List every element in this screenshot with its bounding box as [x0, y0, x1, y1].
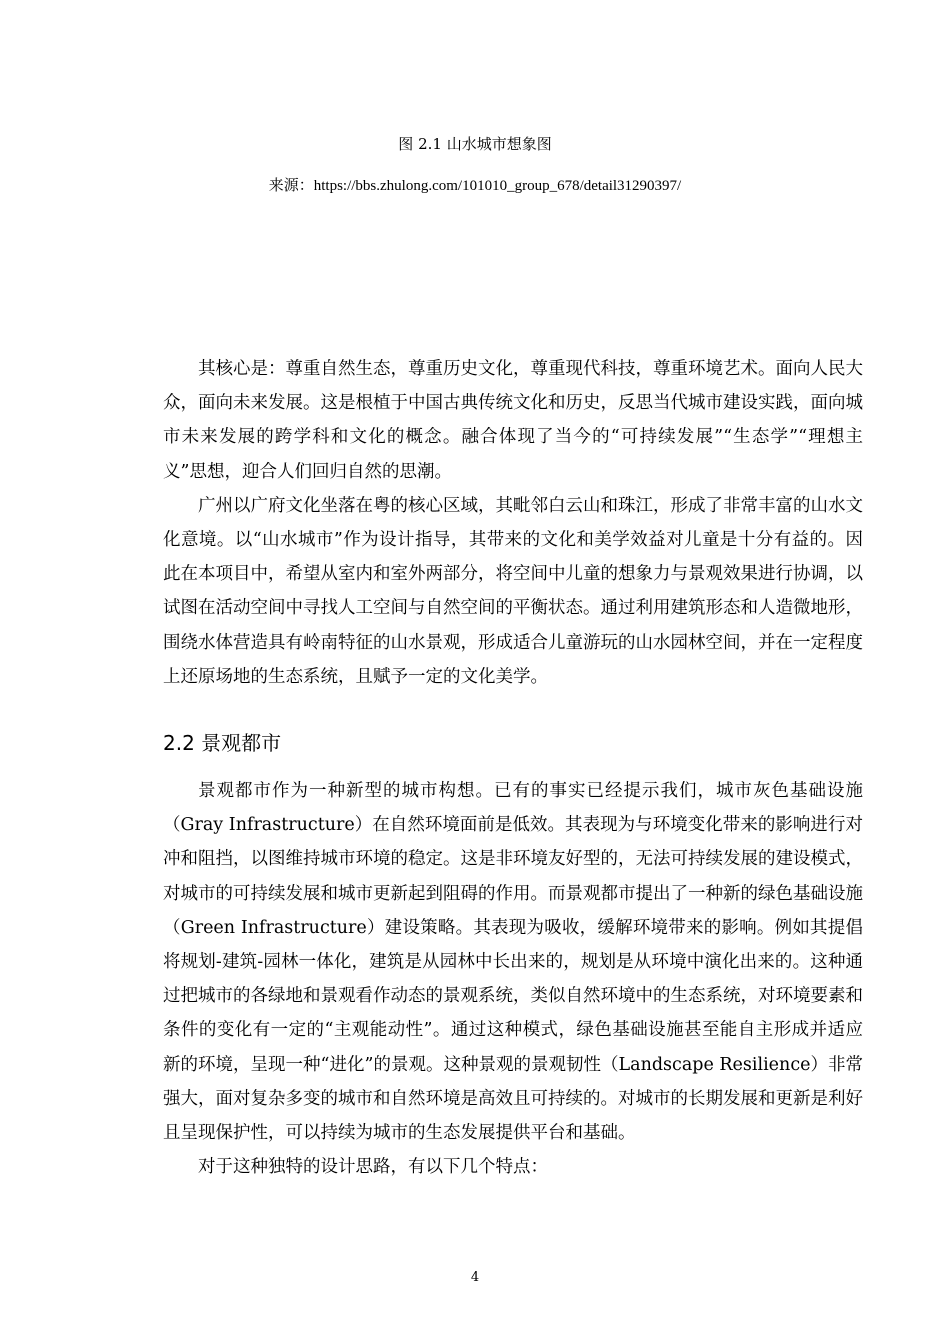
- figure-caption: 图 2.1 山水城市想象图: [398, 135, 552, 153]
- paragraph: 广州以广府文化坐落在粤的核心区域，其毗邻白云山和珠江，形成了非常丰富的山水文化意境。以“山水城市”作为设计指导，其带来的文化和美学效益对儿童是十分有益的。因此在本项目中，希望从室内和室外两部分，将空间中儿童的想象力与景观效果进行协调，以试图在活动空间中寻找人工空间与自然空间的平衡状态。通过利用建筑形态和人造微地形，围绕水体营造具有岭南特征的山水景观，形成适合儿童游玩的山水园林空间，并在一定程度上还原场地的生态系统，且赋予一定的文化美学。: [163, 495, 863, 687]
- section-2-1-body: [163, 352, 863, 694]
- figure-source: 来源：https://bbs.zhulong.com/101010_group_678/detail31290397/: [268, 178, 682, 194]
- paragraph: 景观都市作为一种新型的城市构想。已有的事实已经提示我们，城市灰色基础设施（Gray Infrastructure）在自然环境面前是低效。其表现为与环境变化带来的影响进行对冲和阻挡，以图维持城市环境的稳定。这是非环境友好型的，无法可持续发展的建设模式，对城市的可持续发展和城市更新起到阻碍的作用。而景观都市提出了一种新的绿色基础设施（Green Infrastructure）建设策略。其表现为吸收，缓解环境带来的影响。例如其提倡将规划-建筑-园林一体化，建筑是从园林中长出来的，规划是从环境中演化出来的。这种通过把城市的各绿地和景观看作动态的景观系统，类似自然环境中的生态系统，对环境要素和条件的变化有一定的“主观能动性”。通过这种模式，绿色基础设施甚至能自主形成并适应新的环境，呈现一种“进化”的景观。这种景观的景观韧性（Landscape Resilience）非常强大，面对复杂多变的城市和自然环境是高效且可持续的。对城市的长期发展和更新是利好且呈现保护性，可以持续为城市的生态发展提供平台和基础。: [163, 781, 863, 1144]
- section-2-2-body: [163, 774, 863, 1184]
- paragraph: 对于这种独特的设计思路，有以下几个特点：: [198, 1157, 548, 1178]
- paragraph: 其核心是：尊重自然生态，尊重历史文化，尊重现代科技，尊重环境艺术。面向人民大众，面向未来发展。这是根植于中国古典传统文化和历史，反思当代城市建设实践，面向城市未来发展的跨学科和文化的概念。融合体现了当今的“可持续发展”“生态学”“理想主义”思想，迎合人们回归自然的思潮。: [163, 359, 863, 482]
- section-heading: 2.2 景观都市: [163, 731, 282, 755]
- page-number: 4: [470, 1270, 480, 1285]
